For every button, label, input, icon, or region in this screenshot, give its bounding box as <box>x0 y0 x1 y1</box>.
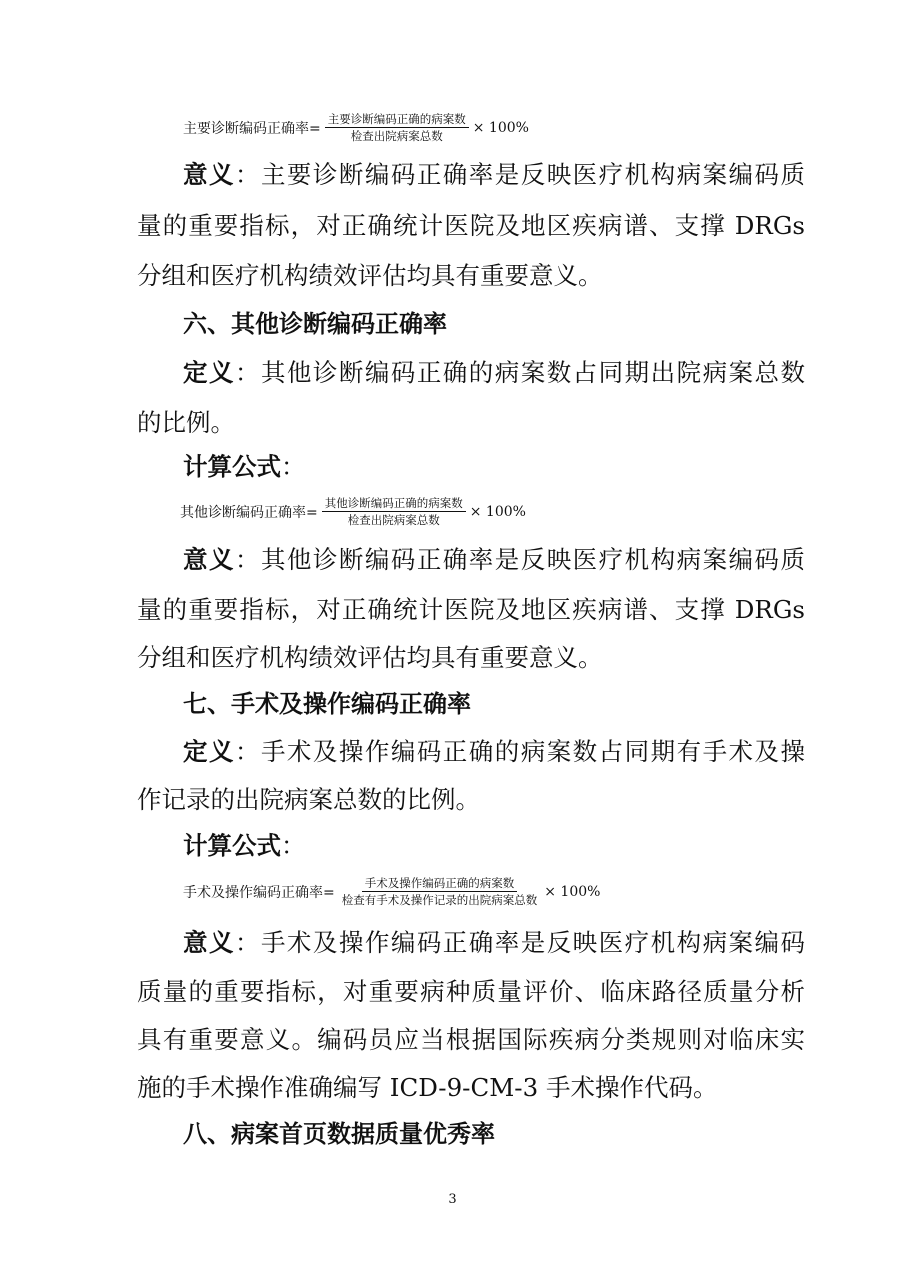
formula-fraction <box>339 876 541 907</box>
formula-denominator: 检查出院病案总数 <box>350 129 443 143</box>
paragraph-text: 具有重要意义。编码员应当根据国际疾病分类规则对临床实 <box>137 1025 805 1054</box>
meaning-paragraph-line <box>183 541 805 579</box>
definition-label: 定义 <box>183 358 235 387</box>
formula-fraction <box>322 496 466 527</box>
calc-formula-label: 计算公式 <box>183 452 281 481</box>
section-heading: 六、其他诊断编码正确率 <box>183 310 447 338</box>
formula-numerator: 主要诊断编码正确的病案数 <box>325 112 469 128</box>
formula-fraction <box>325 112 469 143</box>
meaning-paragraph-line <box>137 207 805 245</box>
formula-lhs: 手术及操作编码正确率= <box>183 884 335 901</box>
meaning-paragraph-line <box>137 1069 805 1107</box>
meaning-label: 意义 <box>183 928 235 957</box>
formula-multiplier: × 100% <box>544 883 601 900</box>
formula-numerator: 其他诊断编码正确的病案数 <box>322 496 466 512</box>
paragraph-text: ：手术及操作编码正确的病案数占同期有手术及操 <box>234 737 806 766</box>
calc-formula-label-line <box>183 827 805 865</box>
paragraph-text: ：手术及操作编码正确率是反映医疗机构病案编码 <box>234 928 806 957</box>
page-number: 3 <box>448 1192 457 1207</box>
meaning-label: 意义 <box>183 160 235 189</box>
paragraph-text: 分组和医疗机构绩效评估均具有重要意义。 <box>137 261 603 290</box>
definition-paragraph-line <box>183 733 805 771</box>
section-heading: 八、病案首页数据质量优秀率 <box>183 1120 495 1148</box>
formula-primary-diagnosis <box>183 112 529 143</box>
meaning-paragraph-line <box>137 591 805 629</box>
meaning-paragraph-line <box>183 924 805 962</box>
definition-paragraph-line <box>183 354 805 392</box>
formula-lhs: 主要诊断编码正确率= <box>183 120 321 137</box>
paragraph-text: 作记录的出院病案总数的比例。 <box>137 785 480 814</box>
meaning-paragraph-line <box>137 257 805 295</box>
definition-paragraph-line <box>137 404 805 442</box>
formula-denominator: 检查出院病案总数 <box>347 513 440 527</box>
paragraph-text: 量的重要指标，对正确统计医院及地区疾病谱、支撑 DRGs <box>137 595 805 624</box>
definition-label: 定义 <box>183 737 235 766</box>
meaning-paragraph-line <box>137 973 805 1011</box>
paragraph-text: 量的重要指标，对正确统计医院及地区疾病谱、支撑 DRGs <box>137 211 805 240</box>
paragraph-text: 质量的重要指标，对重要病种质量评价、临床路径质量分析 <box>137 977 805 1006</box>
formula-multiplier: × 100% <box>472 119 529 136</box>
paragraph-text: ：主要诊断编码正确率是反映医疗机构病案编码质 <box>234 160 806 189</box>
formula-denominator: 检查有手术及操作记录的出院病案总数 <box>341 893 538 907</box>
paragraph-text: ：其他诊断编码正确率是反映医疗机构病案编码质 <box>234 545 806 574</box>
meaning-paragraph-line <box>183 156 805 194</box>
paragraph-text: ：其他诊断编码正确的病案数占同期出院病案总数 <box>234 358 806 387</box>
paragraph-text: 施的手术操作准确编写 ICD-9-CM-3 手术操作代码。 <box>137 1073 718 1102</box>
meaning-paragraph-line <box>137 1021 805 1059</box>
section-heading: 七、手术及操作编码正确率 <box>183 690 471 718</box>
meaning-label: 意义 <box>183 545 235 574</box>
colon: ： <box>281 452 306 481</box>
formula-procedure-coding <box>183 876 600 907</box>
paragraph-text: 分组和医疗机构绩效评估均具有重要意义。 <box>137 643 603 672</box>
formula-other-diagnosis <box>180 496 526 527</box>
colon: ： <box>281 831 306 860</box>
calc-formula-label-line <box>183 448 805 486</box>
formula-multiplier: × 100% <box>469 503 526 520</box>
formula-numerator: 手术及操作编码正确的病案数 <box>362 876 518 892</box>
definition-paragraph-line <box>137 781 805 819</box>
calc-formula-label: 计算公式 <box>183 831 281 860</box>
formula-lhs: 其他诊断编码正确率= <box>180 504 318 521</box>
meaning-paragraph-line <box>137 639 805 677</box>
paragraph-text: 的比例。 <box>137 408 235 437</box>
